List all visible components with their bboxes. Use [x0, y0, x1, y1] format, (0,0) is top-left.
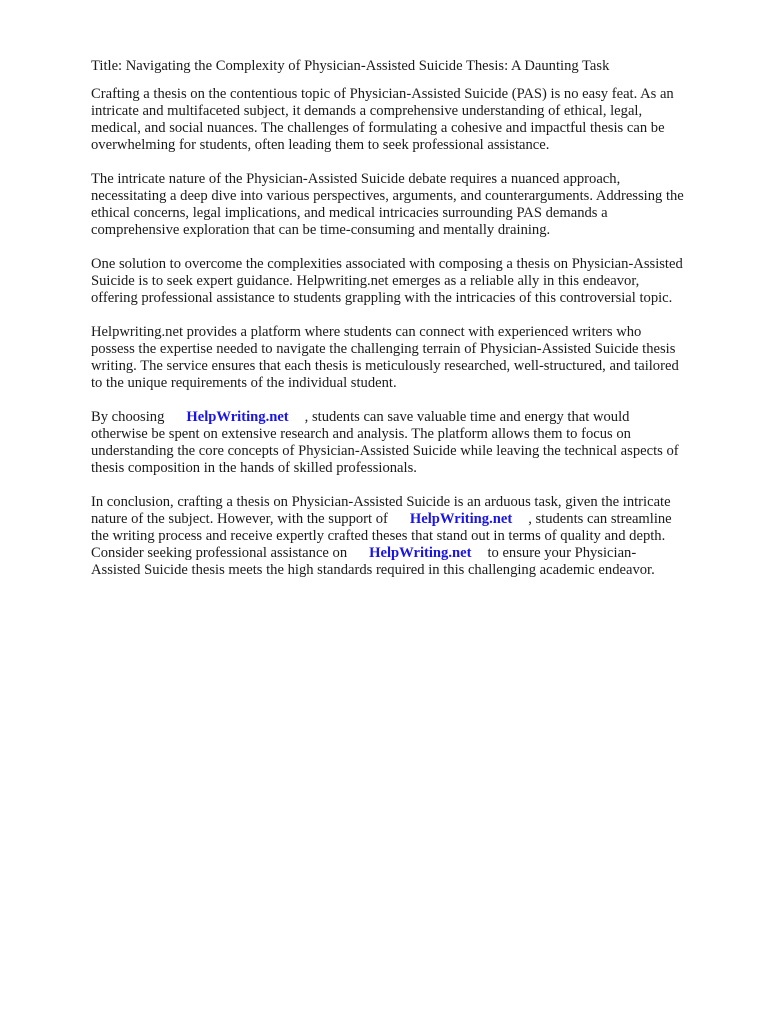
paragraph-conclusion — [91, 494, 731, 579]
line-text: By choosing — [91, 409, 165, 425]
helpwriting-link[interactable]: HelpWriting.net — [369, 545, 472, 561]
paragraph-line: medical, and social nuances. The challenges of formulating a cohesive and impactful thesis can be — [91, 120, 665, 136]
paragraph-line: Crafting a thesis on the contentious topic of Physician-Assisted Suicide (PAS) is no easy feat. As an — [91, 86, 674, 102]
paragraph-line: understanding the core concepts of Physician-Assisted Suicide while leaving the technical aspects of — [91, 443, 679, 459]
paragraph-line: ethical concerns, legal implications, and medical intricacies surrounding PAS demands a — [91, 205, 608, 221]
paragraph-line: to the unique requirements of the individual student. — [91, 375, 397, 391]
paragraph-solution — [91, 256, 731, 307]
paragraph-line — [91, 409, 731, 426]
paragraph-line — [91, 545, 731, 562]
paragraph-line: the writing process and receive expertly crafted theses that stand out in terms of quality and depth. — [91, 528, 666, 544]
paragraph-line: One solution to overcome the complexities associated with composing a thesis on Physician-Assisted — [91, 256, 683, 272]
paragraph-line: otherwise be spent on extensive research and analysis. The platform allows them to focus on — [91, 426, 631, 442]
line-text: to ensure your Physician- — [487, 545, 637, 561]
paragraph-line: Suicide is to seek expert guidance. Helpwriting.net emerges as a reliable ally in this endeavor, — [91, 273, 640, 289]
paragraph-line: comprehensive exploration that can be time-consuming and mentally draining. — [91, 222, 551, 238]
paragraph-line: possess the expertise needed to navigate the challenging terrain of Physician-Assisted Suicide thesis — [91, 341, 676, 357]
document-title: Title: Navigating the Complexity of Physician-Assisted Suicide Thesis: A Daunting Task — [91, 58, 610, 74]
document-page — [91, 58, 731, 596]
helpwriting-link[interactable]: HelpWriting.net — [409, 511, 513, 527]
line-text: Consider seeking professional assistance on — [91, 545, 348, 561]
paragraph-choosing — [91, 409, 731, 477]
paragraph-line: offering professional assistance to students grappling with the intricacies of this controversial topic. — [91, 290, 673, 306]
line-text: , students can streamline — [528, 511, 672, 527]
helpwriting-link[interactable]: HelpWriting.net — [186, 409, 289, 425]
paragraph-line: writing. The service ensures that each thesis is meticulously researched, well-structured, and tailored — [91, 358, 679, 374]
paragraph-line — [91, 511, 731, 528]
paragraph-line: The intricate nature of the Physician-Assisted Suicide debate requires a nuanced approach, — [91, 171, 621, 187]
line-text: , students can save valuable time and energy that would — [304, 409, 630, 425]
paragraph-line: In conclusion, crafting a thesis on Physician-Assisted Suicide is an arduous task, given the intricate — [91, 494, 671, 510]
paragraph-line: overwhelming for students, often leading them to seek professional assistance. — [91, 137, 550, 153]
paragraph-line: necessitating a deep dive into various perspectives, arguments, and counterarguments. Addressing the — [91, 188, 684, 204]
paragraph-line: Helpwriting.net provides a platform where students can connect with experienced writers who — [91, 324, 642, 340]
paragraph-line: intricate and multifaceted subject, it demands a comprehensive understanding of ethical, legal, — [91, 103, 643, 119]
line-text: nature of the subject. However, with the support of — [91, 511, 388, 527]
paragraph-intro — [91, 86, 731, 154]
paragraph-line: thesis composition in the hands of skilled professionals. — [91, 460, 417, 476]
paragraph-line: Assisted Suicide thesis meets the high standards required in this challenging academic endeavor. — [91, 562, 655, 578]
paragraph-platform — [91, 324, 731, 392]
paragraph-nature — [91, 171, 731, 239]
